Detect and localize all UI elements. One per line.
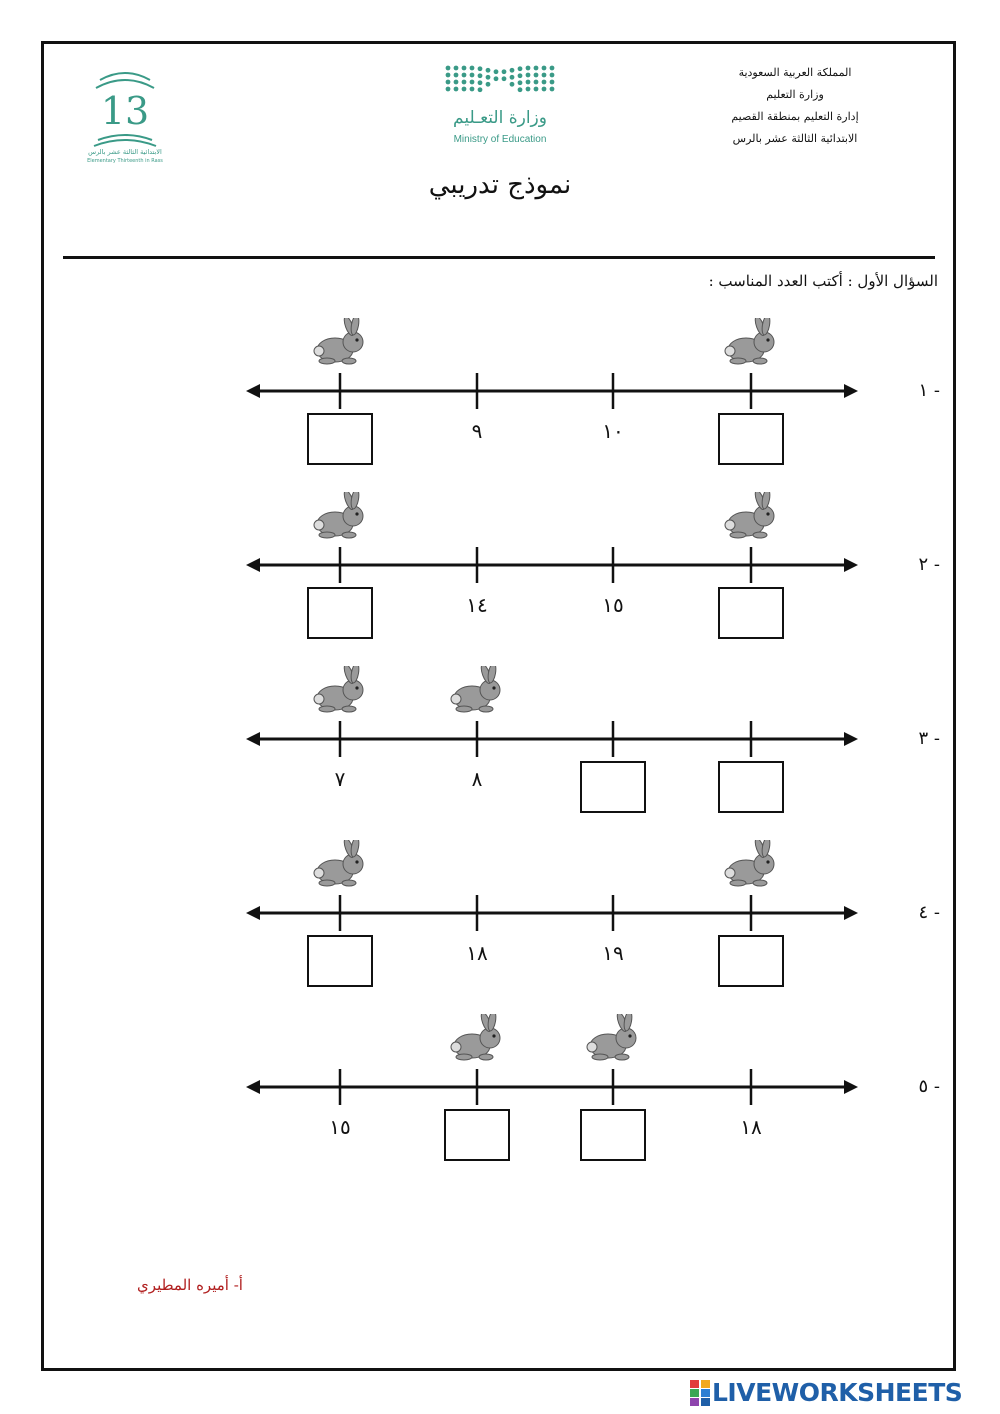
answer-box[interactable]	[718, 587, 784, 639]
right-arrow-icon	[844, 558, 858, 572]
rabbit-icon	[446, 666, 508, 718]
number-line-row	[0, 840, 1000, 1000]
rabbit-icon	[309, 492, 371, 544]
header-line-school: الابتدائية الثالثة عشر بالرس	[732, 132, 858, 145]
tick-label: ١٤	[466, 593, 488, 617]
row-number: ١ -	[918, 380, 940, 401]
tick-label: ٩	[471, 419, 483, 443]
brand-footer	[690, 1378, 990, 1408]
row-number: ٤ -	[918, 902, 940, 923]
tick-label: ٧	[334, 767, 346, 791]
answer-box[interactable]	[580, 761, 646, 813]
rabbit-icon	[309, 318, 371, 370]
rabbit-icon	[720, 840, 782, 892]
left-arrow-icon	[246, 732, 260, 746]
answer-box[interactable]	[718, 413, 784, 465]
number-line-row	[0, 1014, 1000, 1174]
answer-box[interactable]	[307, 587, 373, 639]
tick-label: ١٥	[602, 593, 624, 617]
row-number: ٢ -	[918, 554, 940, 575]
header-line-country: المملكة العربية السعودية	[738, 66, 852, 79]
rabbit-icon	[446, 1014, 508, 1066]
ministry-name-english: Ministry of Education	[453, 134, 547, 145]
tick-label: ١٨	[740, 1115, 762, 1139]
rabbit-icon	[309, 840, 371, 892]
rabbit-icon	[582, 1014, 644, 1066]
left-arrow-icon	[246, 558, 260, 572]
rabbit-icon	[720, 318, 782, 370]
school-logo-caption-en: Elementary Thirteenth in Rass	[87, 158, 163, 164]
row-number: ٥ -	[918, 1076, 940, 1097]
number-line	[240, 1014, 870, 1174]
number-line-row	[0, 318, 1000, 478]
ministry-name-arabic: وزارة التعـليم	[453, 108, 547, 128]
school-logo-number: 13	[100, 89, 150, 133]
page-title: نموذج تدريبي	[428, 170, 572, 200]
number-line-row	[0, 492, 1000, 652]
tick-label: ١٨	[466, 941, 488, 965]
answer-box[interactable]	[718, 761, 784, 813]
left-arrow-icon	[246, 1080, 260, 1094]
right-arrow-icon	[844, 732, 858, 746]
left-arrow-icon	[246, 384, 260, 398]
answer-box[interactable]	[307, 935, 373, 987]
question-heading: السؤال الأول : أكتب العدد المناسب :	[708, 272, 938, 290]
right-arrow-icon	[844, 384, 858, 398]
row-number: ٣ -	[918, 728, 940, 749]
school-logo-caption: الابتدائية الثالثة عشر بالرس	[88, 148, 162, 156]
school-logo-icon	[70, 62, 180, 166]
header-line-region: إدارة التعليم بمنطقة القصيم	[731, 110, 859, 123]
header-institution-text	[700, 62, 890, 150]
right-arrow-icon	[844, 906, 858, 920]
tick-label: ١٩	[602, 941, 624, 965]
answer-box[interactable]	[307, 413, 373, 465]
rabbit-icon	[720, 492, 782, 544]
number-line-row	[0, 666, 1000, 826]
header-line-ministry: وزارة التعليم	[766, 88, 824, 101]
header-divider	[63, 256, 935, 259]
left-arrow-icon	[246, 906, 260, 920]
rabbit-icon	[309, 666, 371, 718]
tick-label: ١٥	[329, 1115, 351, 1139]
brand-name: LIVEWORKSHEETS	[712, 1378, 963, 1407]
brand-logo-icon	[690, 1380, 710, 1406]
answer-box[interactable]	[718, 935, 784, 987]
answer-box[interactable]	[444, 1109, 510, 1161]
answer-box[interactable]	[580, 1109, 646, 1161]
tick-label: ١٠	[602, 419, 624, 443]
tick-label: ٨	[471, 767, 483, 791]
teacher-name: أ- أميره المطيري	[137, 1276, 243, 1294]
right-arrow-icon	[844, 1080, 858, 1094]
